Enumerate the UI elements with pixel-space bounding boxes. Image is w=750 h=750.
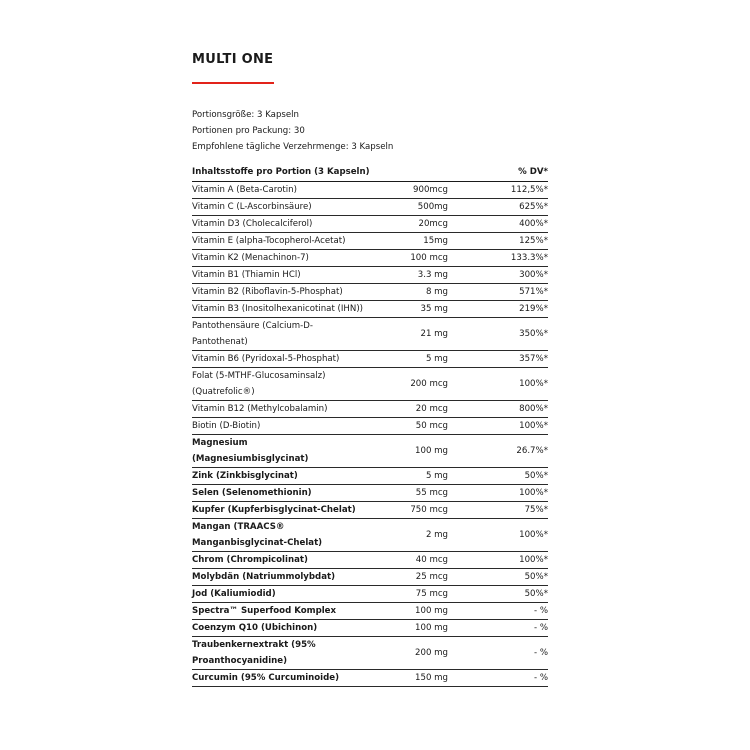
ingredient-amount: 750 mcg xyxy=(370,501,458,518)
table-row xyxy=(192,317,548,350)
table-row xyxy=(192,434,548,467)
ingredient-daily-value: 50%* xyxy=(458,568,548,585)
ingredient-daily-value: 133.3%* xyxy=(458,249,548,266)
header-ingredients: Inhaltsstoffe pro Portion (3 Kapseln) xyxy=(192,167,370,177)
table-row xyxy=(192,232,548,249)
table-row xyxy=(192,198,548,215)
ingredient-amount: 900mcg xyxy=(370,181,458,198)
ingredient-amount: 3.3 mg xyxy=(370,266,458,283)
ingredient-daily-value: 400%* xyxy=(458,215,548,232)
ingredient-daily-value: 100%* xyxy=(458,484,548,501)
ingredient-name: Vitamin B6 (Pyridoxal-5-Phosphat) xyxy=(192,350,370,367)
ingredient-name: Traubenkernextrakt (95% Proanthocyanidine) xyxy=(192,636,370,669)
table-row xyxy=(192,636,548,669)
ingredient-daily-value: 112,5%* xyxy=(458,181,548,198)
ingredient-amount: 2 mg xyxy=(370,518,458,551)
table-row xyxy=(192,367,548,400)
ingredient-name: Vitamin K2 (Menachinon-7) xyxy=(192,249,370,266)
ingredient-daily-value: 75%* xyxy=(458,501,548,518)
table-row xyxy=(192,400,548,417)
table-row xyxy=(192,215,548,232)
recommended-intake: Empfohlene tägliche Verzehrmenge: 3 Kapseln xyxy=(192,142,394,152)
ingredient-daily-value: 100%* xyxy=(458,518,548,551)
table-row xyxy=(192,585,548,602)
table-row xyxy=(192,602,548,619)
ingredient-name: Vitamin C (L-Ascorbinsäure) xyxy=(192,198,370,215)
ingredient-name: Spectra™ Superfood Komplex xyxy=(192,602,370,619)
ingredient-daily-value: - % xyxy=(458,619,548,636)
ingredient-amount: 100 mg xyxy=(370,602,458,619)
table-row xyxy=(192,484,548,501)
header-daily-value: % DV* xyxy=(518,167,548,177)
table-row xyxy=(192,518,548,551)
ingredient-name: Vitamin E (alpha-Tocopherol-Acetat) xyxy=(192,232,370,249)
ingredient-name: Biotin (D-Biotin) xyxy=(192,417,370,434)
table-row xyxy=(192,417,548,434)
ingredient-daily-value: 219%* xyxy=(458,300,548,317)
serving-size: Portionsgröße: 3 Kapseln xyxy=(192,110,299,120)
ingredient-daily-value: 571%* xyxy=(458,283,548,300)
ingredient-amount: 150 mg xyxy=(370,669,458,686)
ingredient-amount: 21 mg xyxy=(370,317,458,350)
table-row xyxy=(192,551,548,568)
nutrition-table xyxy=(192,164,548,687)
table-row xyxy=(192,501,548,518)
product-title: MULTI ONE xyxy=(192,52,274,67)
ingredient-daily-value: 50%* xyxy=(458,467,548,484)
table-row xyxy=(192,467,548,484)
ingredient-amount: 500mg xyxy=(370,198,458,215)
table-row xyxy=(192,300,548,317)
ingredient-amount: 5 mg xyxy=(370,350,458,367)
ingredient-amount: 5 mg xyxy=(370,467,458,484)
ingredient-name: Vitamin B2 (Riboflavin-5-Phosphat) xyxy=(192,283,370,300)
table-row xyxy=(192,249,548,266)
ingredient-name: Vitamin A (Beta-Carotin) xyxy=(192,181,370,198)
ingredient-daily-value: 350%* xyxy=(458,317,548,350)
ingredient-amount: 25 mcg xyxy=(370,568,458,585)
ingredient-amount: 100 mg xyxy=(370,434,458,467)
ingredient-daily-value: 625%* xyxy=(458,198,548,215)
ingredient-name: Jod (Kaliumiodid) xyxy=(192,585,370,602)
ingredient-daily-value: 100%* xyxy=(458,551,548,568)
ingredient-name: Vitamin B12 (Methylcobalamin) xyxy=(192,400,370,417)
ingredient-daily-value: 50%* xyxy=(458,585,548,602)
ingredient-name: Pantothensäure (Calcium-D-Pantothenat) xyxy=(192,317,370,350)
ingredient-daily-value: 100%* xyxy=(458,417,548,434)
ingredient-daily-value: 357%* xyxy=(458,350,548,367)
serving-info xyxy=(192,107,552,155)
ingredient-amount: 35 mg xyxy=(370,300,458,317)
ingredient-name: Curcumin (95% Curcuminoide) xyxy=(192,669,370,686)
ingredient-daily-value: 800%* xyxy=(458,400,548,417)
ingredient-name: Magnesium (Magnesiumbisglycinat) xyxy=(192,434,370,467)
table-header-row xyxy=(192,164,548,181)
table-row xyxy=(192,266,548,283)
ingredient-amount: 8 mg xyxy=(370,283,458,300)
ingredient-daily-value: 100%* xyxy=(458,367,548,400)
ingredient-name: Zink (Zinkbisglycinat) xyxy=(192,467,370,484)
ingredient-amount: 40 mcg xyxy=(370,551,458,568)
ingredient-daily-value: 125%* xyxy=(458,232,548,249)
ingredient-amount: 55 mcg xyxy=(370,484,458,501)
ingredient-amount: 75 mcg xyxy=(370,585,458,602)
table-body xyxy=(192,181,548,686)
ingredient-amount: 200 mg xyxy=(370,636,458,669)
product-nutrition-panel xyxy=(192,50,552,687)
ingredient-amount: 50 mcg xyxy=(370,417,458,434)
title-accent-line xyxy=(192,82,274,84)
table-row xyxy=(192,619,548,636)
table-row xyxy=(192,568,548,585)
table-row xyxy=(192,283,548,300)
ingredient-name: Molybdän (Natriummolybdat) xyxy=(192,568,370,585)
ingredient-amount: 100 mg xyxy=(370,619,458,636)
ingredient-amount: 100 mcg xyxy=(370,249,458,266)
servings-per-pack: Portionen pro Packung: 30 xyxy=(192,126,305,136)
ingredient-name: Coenzym Q10 (Ubichinon) xyxy=(192,619,370,636)
ingredient-daily-value: 300%* xyxy=(458,266,548,283)
ingredient-amount: 200 mcg xyxy=(370,367,458,400)
ingredient-name: Vitamin D3 (Cholecalciferol) xyxy=(192,215,370,232)
ingredient-daily-value: 26.7%* xyxy=(458,434,548,467)
ingredient-name: Selen (Selenomethionin) xyxy=(192,484,370,501)
ingredient-amount: 20mcg xyxy=(370,215,458,232)
header-amount xyxy=(370,164,458,181)
table-row xyxy=(192,350,548,367)
ingredient-name: Mangan (TRAACS® Manganbisglycinat-Chelat) xyxy=(192,518,370,551)
ingredient-name: Chrom (Chrompicolinat) xyxy=(192,551,370,568)
table-row xyxy=(192,181,548,198)
ingredient-amount: 15mg xyxy=(370,232,458,249)
ingredient-name: Vitamin B3 (Inositolhexanicotinat (IHN)) xyxy=(192,300,370,317)
ingredient-name: Folat (5-MTHF-Glucosaminsalz) (Quatrefolic®) xyxy=(192,367,370,400)
ingredient-amount: 20 mcg xyxy=(370,400,458,417)
ingredient-daily-value: - % xyxy=(458,602,548,619)
ingredient-name: Vitamin B1 (Thiamin HCl) xyxy=(192,266,370,283)
ingredient-name: Kupfer (Kupferbisglycinat-Chelat) xyxy=(192,501,370,518)
ingredient-daily-value: - % xyxy=(458,636,548,669)
table-row xyxy=(192,669,548,686)
ingredient-daily-value: - % xyxy=(458,669,548,686)
